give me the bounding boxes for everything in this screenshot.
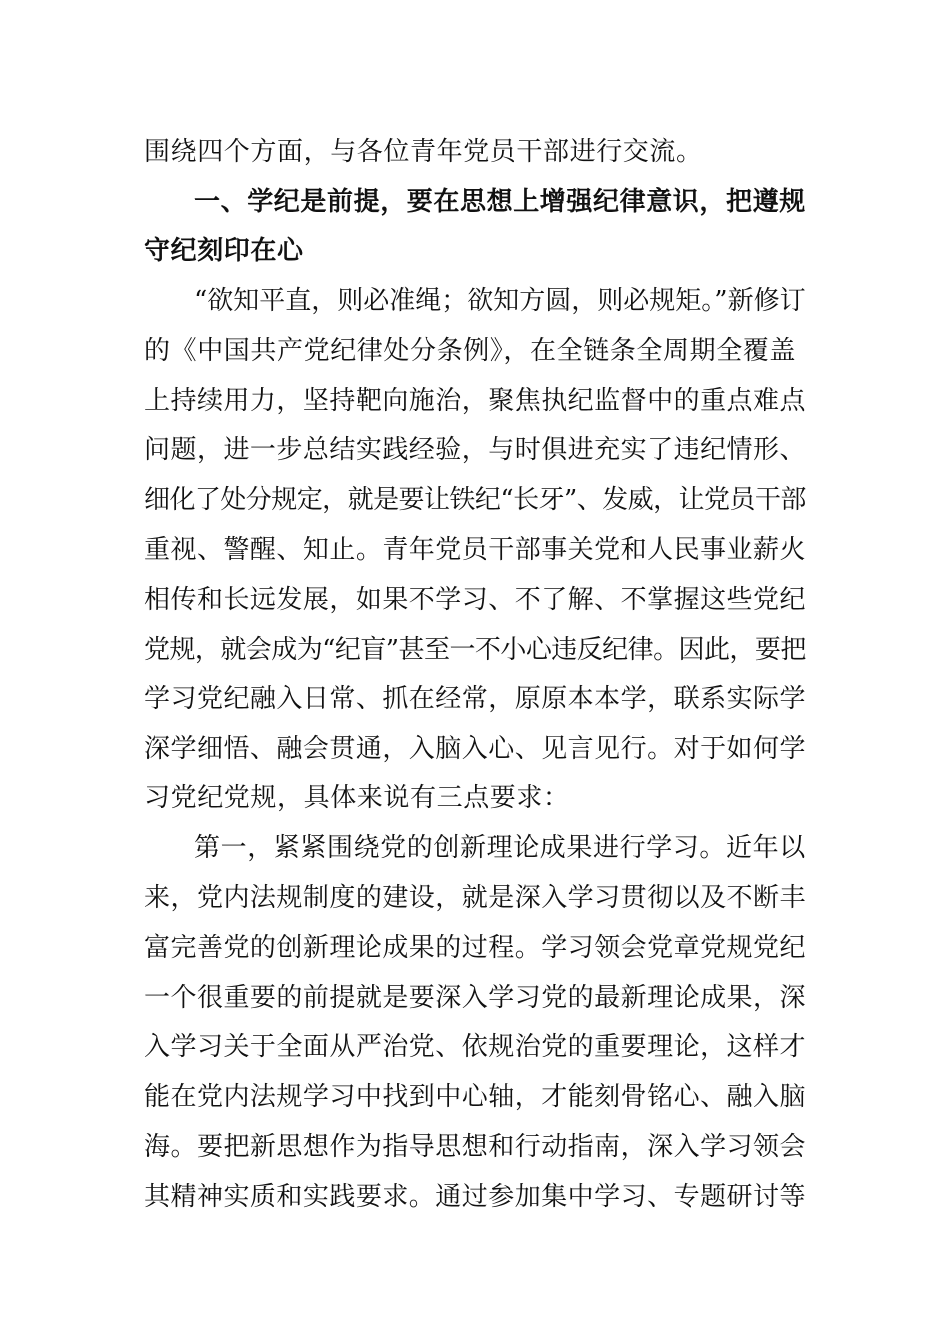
text-line: 其精神实质和实践要求。通过参加集中学习、专题研讨等 bbox=[144, 1182, 807, 1212]
text-line: 习党纪党规，具体来说有三点要求： bbox=[144, 783, 570, 813]
text-line: 深学细悟、融会贯通，入脑入心、见言见行。对于如何学 bbox=[144, 734, 807, 764]
text-line: 来，党内法规制度的建设，就是深入学习贯彻以及不断丰 bbox=[144, 883, 807, 913]
text-line: 重视、警醒、知止。青年党员干部事关党和人民事业薪火 bbox=[144, 535, 807, 565]
section-heading-line: 守纪刻印在心 bbox=[144, 236, 304, 266]
text-line: 富完善党的创新理论成果的过程。学习领会党章党规党纪 bbox=[144, 933, 807, 963]
text-line: 学习党纪融入日常、抓在经常，原原本本学，联系实际学 bbox=[144, 684, 807, 714]
text-line: 党规，就会成为“纪盲”甚至一不小心违反纪律。因此，要把 bbox=[144, 635, 806, 665]
text-line: 相传和长远发展，如果不学习、不了解、不掌握这些党纪 bbox=[144, 585, 807, 615]
text-line: “欲知平直，则必准绳；欲知方圆，则必规矩。”新修订 bbox=[194, 286, 806, 316]
text-line: 上持续用力，坚持靶向施治，聚焦执纪监督中的重点难点 bbox=[144, 386, 807, 416]
text-line: 能在党内法规学习中找到中心轴，才能刻骨铭心、融入脑 bbox=[144, 1082, 807, 1112]
text-line: 海。要把新思想作为指导思想和行动指南，深入学习领会 bbox=[144, 1132, 807, 1162]
text-line: 入学习关于全面从严治党、依规治党的重要理论，这样才 bbox=[144, 1032, 807, 1062]
text-line: 第一，紧紧围绕党的创新理论成果进行学习。近年以 bbox=[194, 833, 806, 863]
text-line: 问题，进一步总结实践经验，与时俱进充实了违纪情形、 bbox=[144, 435, 807, 465]
text-line: 一个很重要的前提就是要深入学习党的最新理论成果，深 bbox=[144, 983, 807, 1013]
section-heading-line: 一、学纪是前提，要在思想上增强纪律意识，把遵规 bbox=[194, 187, 806, 217]
text-line: 的《中国共产党纪律处分条例》，在全链条全周期全覆盖 bbox=[144, 336, 797, 366]
text-line: 围绕四个方面，与各位青年党员干部进行交流。 bbox=[144, 137, 703, 167]
text-line: 细化了处分规定，就是要让铁纪“长牙”、发威，让党员干部 bbox=[144, 485, 806, 515]
